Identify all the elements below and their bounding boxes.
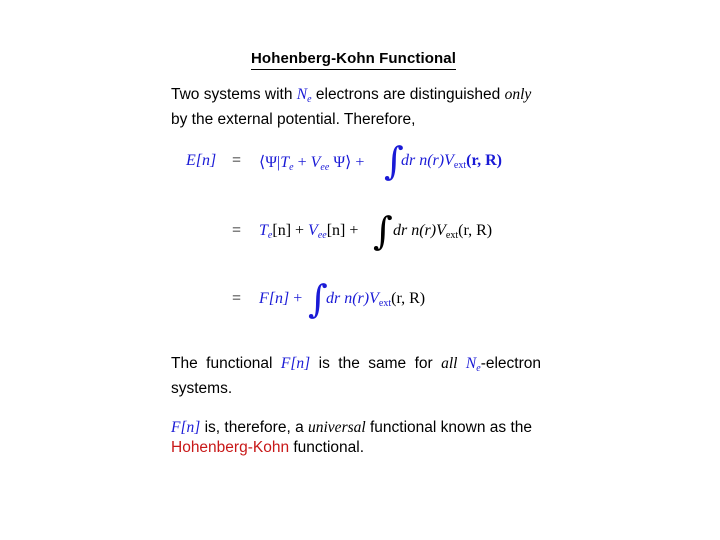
equals-sign-3: = bbox=[232, 290, 242, 307]
functional-line-1: The functional F[n] is the same for all $N_e$-electron bbox=[171, 354, 541, 379]
equals-sign-2: = bbox=[232, 222, 242, 239]
integral-sign-2: ∫ bbox=[373, 209, 393, 253]
universal-paragraph bbox=[171, 418, 541, 458]
equation-2-rhs: $T_e[n] + V_{ee}[n]$ + bbox=[259, 222, 359, 241]
emph-only: only bbox=[504, 86, 532, 103]
intro-line-2: by the external potential. Therefore, bbox=[171, 111, 416, 128]
emph-universal: universal bbox=[308, 419, 366, 436]
symbol-N-e: $N_e$ bbox=[296, 86, 312, 105]
equation-2-integrand: dr n(r)Vext(r, R) bbox=[393, 222, 493, 241]
integral-sign-1: ∫ bbox=[384, 139, 404, 183]
universal-line-1: F[n] is, therefore, a universal functional known as the bbox=[171, 419, 532, 436]
intro-paragraph bbox=[171, 85, 541, 130]
integral-sign-3: ∫ bbox=[308, 277, 328, 321]
symbol-F-n-2: F[n] bbox=[171, 419, 201, 436]
symbol-N-e-2: $N_e$ bbox=[465, 355, 481, 374]
equals-sign-1: = bbox=[232, 152, 242, 169]
equation-3-rhs: F[n] + bbox=[259, 290, 303, 307]
equation-1-rhs: $⟨\Psi|T_e + V_{ee}$ Ψ⟩ + bbox=[259, 154, 365, 173]
functional-line-2: systems. bbox=[171, 380, 233, 397]
equation-lhs: E[n] bbox=[186, 152, 217, 169]
equation-1-integrand: dr n(r)Vext(r, R) bbox=[401, 152, 502, 171]
intro-line-1: Two systems with $N_e$ electrons are distinguished only bbox=[171, 86, 532, 105]
emph-all: all bbox=[441, 355, 458, 372]
equation-3-integrand: dr n(r)Vext(r, R) bbox=[326, 290, 426, 309]
functional-paragraph bbox=[171, 354, 541, 399]
slide-title: Hohenberg-Kohn Functional bbox=[251, 50, 456, 70]
universal-line-2: Hohenberg-Kohn functional. bbox=[171, 439, 365, 456]
symbol-F-n: F[n] bbox=[280, 355, 311, 372]
hohenberg-kohn-highlight: Hohenberg-Kohn bbox=[171, 439, 290, 456]
